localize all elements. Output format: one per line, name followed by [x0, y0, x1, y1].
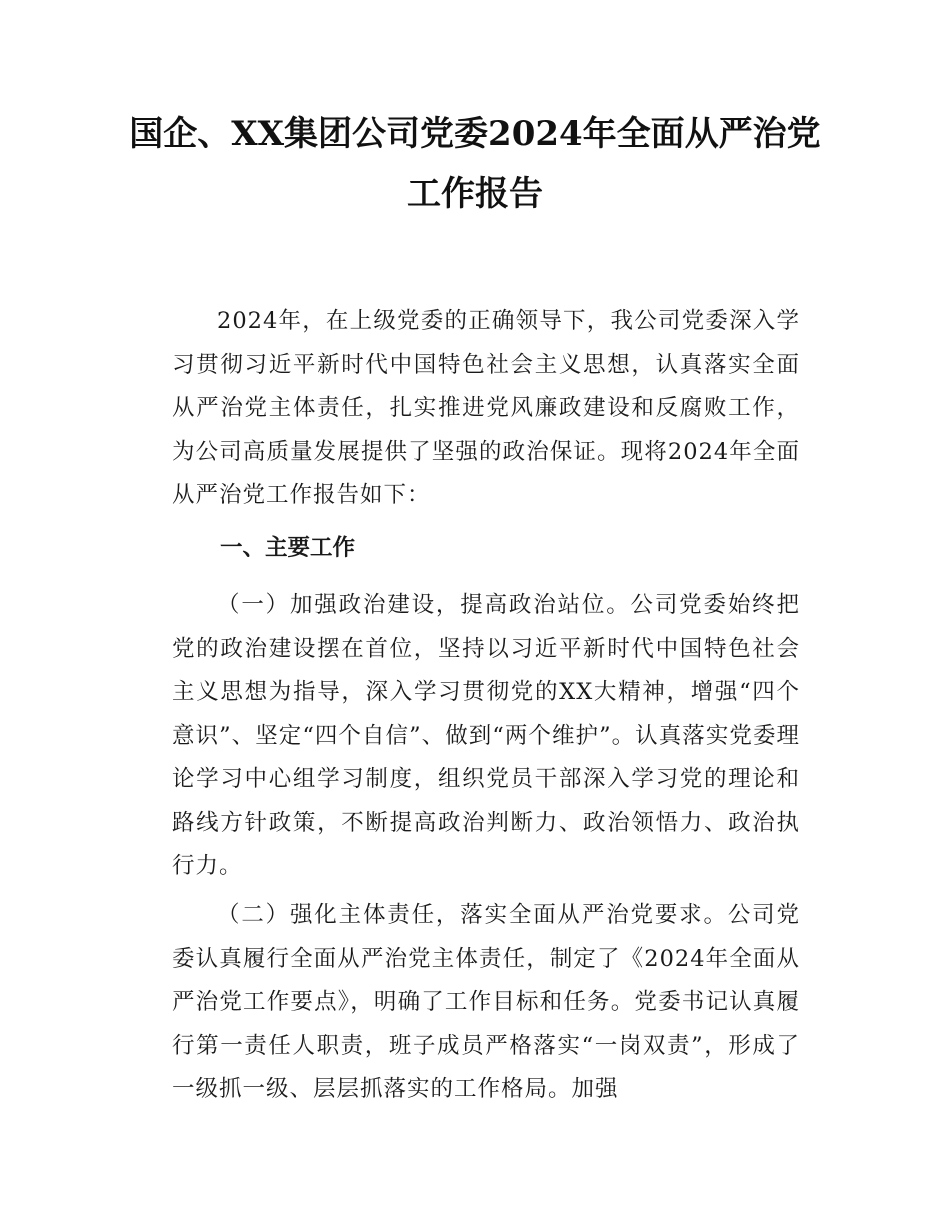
intro-paragraph — [172, 300, 800, 518]
paragraph-text: 2024年，在上级党委的正确领导下，我公司党委深入学习贯彻习近平新时代中国特色社会主义思想，认真落实全面从严治党主体责任，扎实推进党风廉政建设和反腐败工作，为公司高质量发展提供了坚强的政治保证。现将2024年全面从严治党工作报告如下： — [172, 308, 800, 508]
section-paragraph-1 — [172, 584, 800, 889]
section-paragraph-2 — [172, 894, 800, 1112]
paragraph-text: （一）加强政治建设，提高政治站位。公司党委始终把党的政治建设摆在首位，坚持以习近平新时代中国特色社会主义思想为指导，深入学习贯彻党的XX大精神，增强“四个意识”、坚定“四个自信”、做到“两个维护”。认真落实党委理论学习中心组学习制度，组织党员干部深入学习党的理论和路线方针政策，不断提高政治判断力、政治领悟力、政治执行力。 — [172, 592, 800, 879]
section-heading: 一、主要工作 — [220, 535, 356, 561]
document-title-line-1: 国企、XX集团公司党委2024年全面从严治党 — [129, 114, 821, 154]
document-title-line-2: 工作报告 — [407, 174, 543, 214]
paragraph-text: （二）强化主体责任，落实全面从严治党要求。公司党委认真履行全面从严治党主体责任，制定了《2024年全面从严治党工作要点》，明确了工作目标和任务。党委书记认真履行第一责任人职责，班子成员严格落实“一岗双责”，形成了一级抓一级、层层抓落实的工作格局。加强 — [172, 902, 800, 1102]
